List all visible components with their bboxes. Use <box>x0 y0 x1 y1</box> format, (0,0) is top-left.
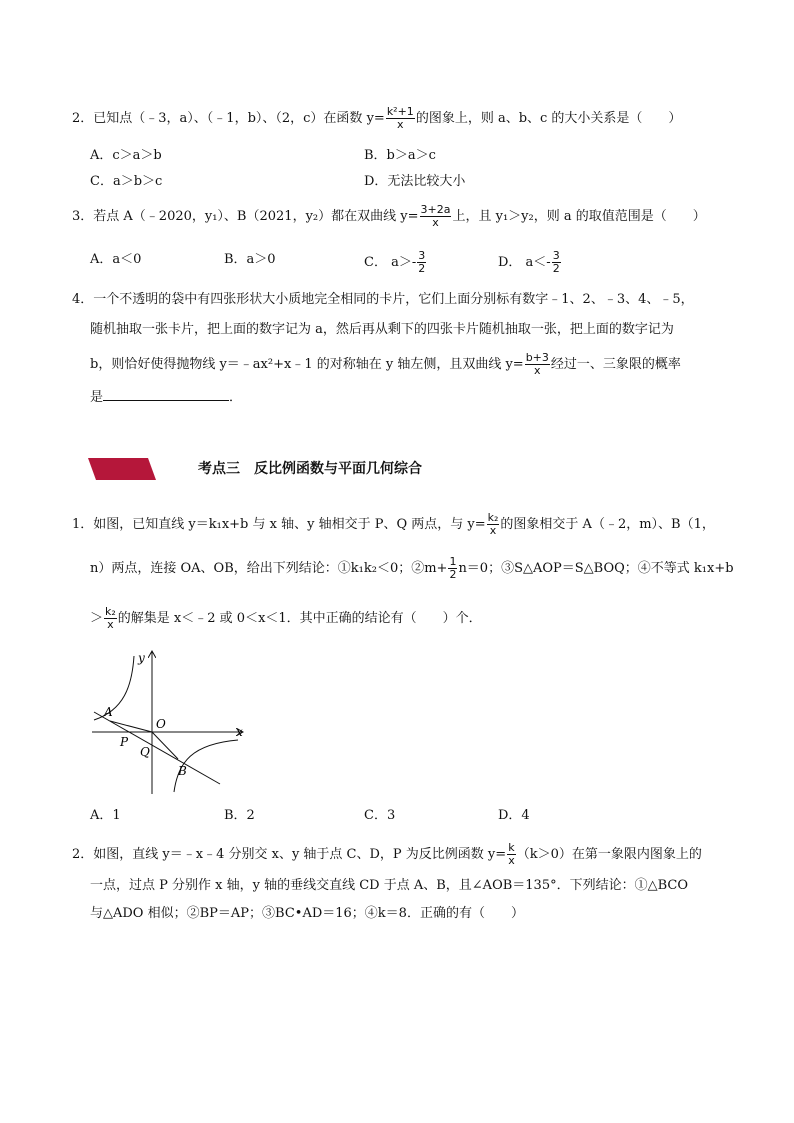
section-title: 考点三 反比例函数与平面几何综合 <box>198 461 422 477</box>
p2-fraction: $\frac{k}{x}$ <box>508 841 515 867</box>
p1-line-3: ＞ $\frac{\text{k₂}}{x}$ 的解集是 x＜﹣2 或 0＜x＜1．其中正确的结论有（ ）个． <box>90 605 482 631</box>
q3-option-b: B．a＞0 <box>224 252 276 267</box>
p1-option-c: C．3 <box>364 808 396 823</box>
p1-option-d: D．4 <box>498 808 530 823</box>
p1-line-3-fraction: $\frac{\text{k₂}}{x}$ <box>105 605 116 631</box>
label-o: O <box>156 717 166 731</box>
hyperbola-branch-left <box>94 656 134 720</box>
p1-line-2-fraction: $\frac{1}{2}$ <box>449 555 457 581</box>
p2-line-1: 2．如图，直线 y＝﹣x﹣4 分别交 x、y 轴于点 C、D，P 为反比例函数 y= $\frac{k}{x}$ （k＞0）在第一象限内图象上的 <box>72 841 702 867</box>
q3-fraction: $\frac{3+2a}{x}$ <box>420 203 451 229</box>
p1-line-2: n）两点，连接 OA、OB，给出下列结论：①k₁k₂＜0；②m+ $\frac{1}{2}$ n＝0；③S△AOP＝S△BOQ；④不等式 k₁x+b <box>90 555 734 581</box>
p1-option-a: A．1 <box>90 808 121 823</box>
label-x: x <box>236 725 243 739</box>
label-y: y <box>138 651 145 665</box>
label-p: P <box>120 735 129 749</box>
section-banner <box>88 458 156 480</box>
p2-line-3: 与△ADO 相似；②BP＝AP；③BC•AD＝16；④k＝8．正确的有（ ） <box>90 906 524 921</box>
q2-option-d: D．无法比较大小 <box>364 174 466 189</box>
q3-option-a: A．a＜0 <box>90 252 142 267</box>
q2-option-b: B．b＞a＞c <box>364 148 436 163</box>
segment-oa <box>110 721 152 732</box>
p2-line-2: 一点，过点 P 分别作 x 轴，y 轴的垂线交直线 CD 于点 A、B，且∠AOB＝135°．下列结论：①△BCO <box>90 878 688 893</box>
q4-line-1: 4．一个不透明的袋中有四张形状大小质地完全相同的卡片，它们上面分别标有数字﹣1、2、﹣3、4、﹣5， <box>72 292 694 307</box>
q3-stem: 3．若点 A（﹣2020，y₁）、B（2021，y₂）都在双曲线 y= $\frac{3+2a}{x}$ 上，且 y₁＞y₂，则 a 的取值范围是（ ） <box>72 203 706 229</box>
q4-line-2: 随机抽取一张卡片，把上面的数字记为 a，然后再从剩下的四张卡片随机抽取一张，把上面的数字记为 <box>90 322 674 337</box>
p1-line-1: 1．如图，已知直线 y＝k₁x+b 与 x 轴、y 轴相交于 P、Q 两点，与 y= $\frac{\text{k₂}}{x}$ 的图象相交于 A（﹣2，m）、B（1， <box>72 511 715 537</box>
p1-fraction: $\frac{\text{k₂}}{x}$ <box>487 511 499 537</box>
q2-fraction: $\frac{\text{k²+1}}{x}$ <box>386 105 414 131</box>
q3-option-d-fraction: $\frac{3}{2}$ <box>552 249 560 275</box>
p1-option-b: B．2 <box>224 808 255 823</box>
answer-blank[interactable] <box>103 388 229 401</box>
segment-ob <box>152 732 178 759</box>
q4-fraction: $\frac{b+3}{x}$ <box>525 351 549 377</box>
q4-line-3: b，则恰好使得抛物线 y＝﹣ax²+x﹣1 的对称轴在 y 轴左侧，且双曲线 y= $\frac{b+3}{x}$ 经过一、三象限的概率 <box>90 351 681 377</box>
label-a: A <box>104 705 113 719</box>
p1-figure <box>88 646 248 796</box>
q3-option-d: D． a＜- $\frac{3}{2}$ <box>498 249 560 275</box>
q4-line-4: 是 ． <box>90 390 243 405</box>
label-q: Q <box>140 745 150 759</box>
q3-option-c: C． a＞- $\frac{3}{2}$ <box>364 249 426 275</box>
q2-stem: 2．已知点（﹣3，a）、（﹣1，b）、（2，c）在函数 y= $\frac{\text{k²+1}}{x}$ 的图象上，则 a、b、c 的大小关系是（ ） <box>72 105 682 131</box>
label-b: B <box>178 764 187 778</box>
q3-option-c-fraction: $\frac{3}{2}$ <box>418 249 426 275</box>
q2-option-a: A．c＞a＞b <box>90 148 162 163</box>
q2-option-c: C．a＞b＞c <box>90 174 163 189</box>
